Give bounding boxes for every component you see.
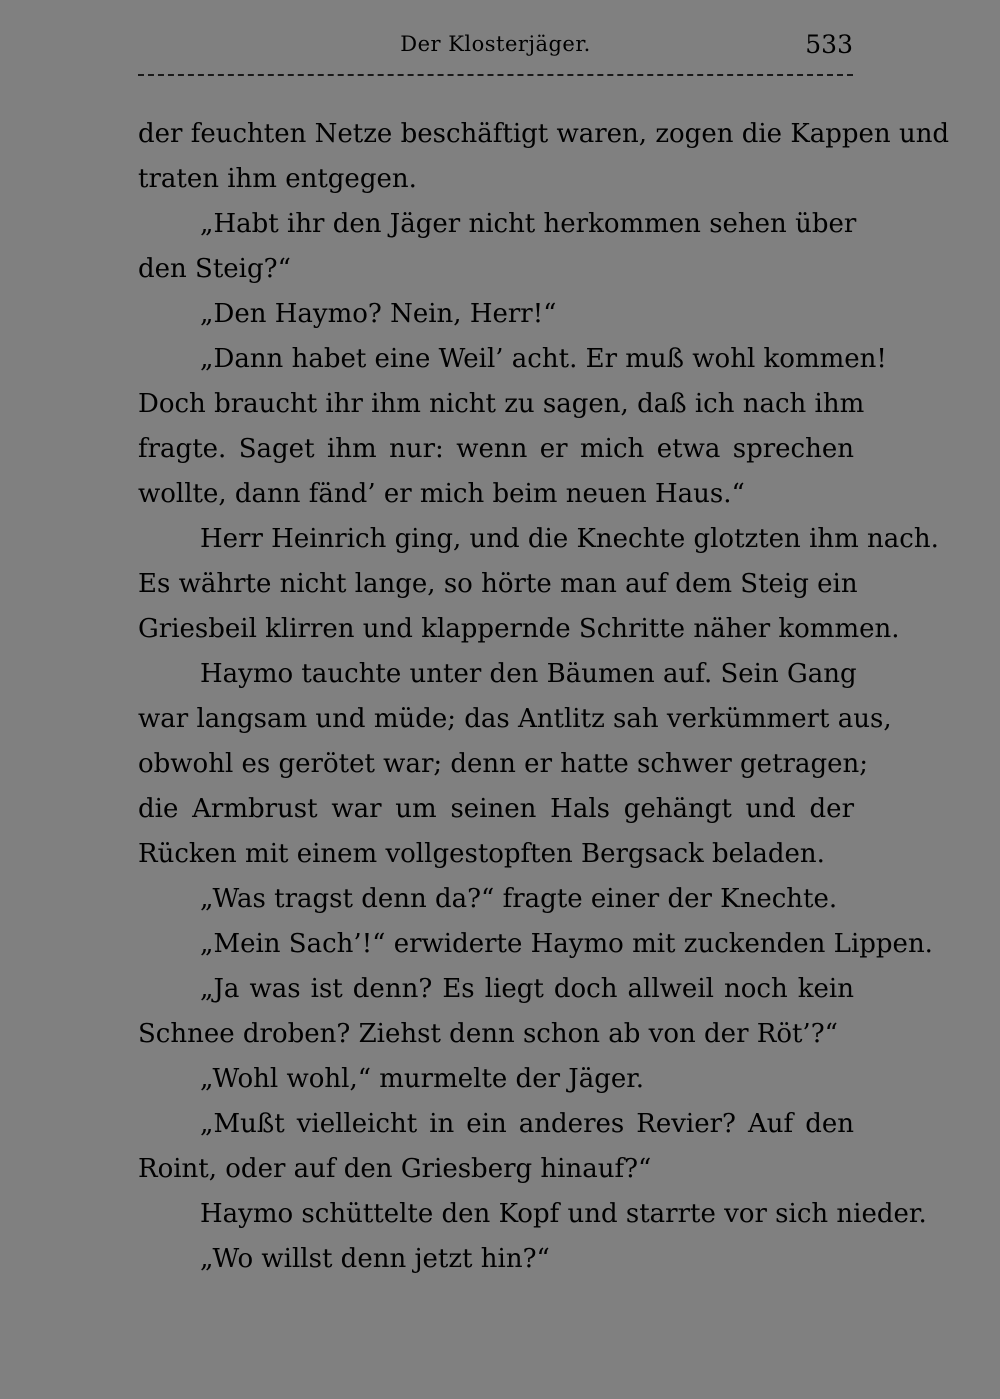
body-text — [138, 112, 950, 1282]
text-line: war langsam und müde; das Antlitz sah verkümmert aus, — [138, 704, 892, 734]
text-line: „Wohl wohl,“ murmelte der Jäger. — [200, 1064, 645, 1094]
text-line: Es währte nicht lange, so hörte man auf dem Steig ein — [138, 569, 858, 599]
text-line: Griesbeil klirren und klappernde Schritte näher kommen. — [138, 614, 900, 644]
text-line: Haymo tauchte unter den Bäumen auf. Sein Gang — [200, 659, 857, 689]
header-rule — [138, 74, 853, 76]
text-line: Doch braucht ihr ihm nicht zu sagen, daß ich nach ihm — [138, 389, 865, 419]
text-line: Schnee droben? Ziehst denn schon ab von der Röt’?“ — [138, 1019, 838, 1049]
text-line: traten ihm entgegen. — [138, 164, 417, 194]
text-line: „Wo willst denn jetzt hin?“ — [200, 1244, 550, 1274]
text-line: wollte, dann fänd’ er mich beim neuen Haus.“ — [138, 479, 745, 509]
text-line: „Habt ihr den Jäger nicht herkommen sehen über — [200, 209, 857, 239]
text-line: „Mußt vielleicht in ein anderes Revier? Auf den — [200, 1109, 854, 1139]
text-line: Rücken mit einem vollgestopften Bergsack beladen. — [138, 839, 825, 869]
text-line: „Dann habet eine Weil’ acht. Er muß wohl kommen! — [200, 344, 887, 374]
text-line: „Was tragst denn da?“ fragte einer der Knechte. — [200, 884, 838, 914]
running-title: Der Klosterjäger. — [400, 32, 591, 56]
text-line: „Ja was ist denn? Es liegt doch allweil noch kein — [200, 974, 854, 1004]
text-line: fragte. Saget ihm nur: wenn er mich etwa sprechen — [138, 434, 854, 464]
text-line: den Steig?“ — [138, 254, 291, 284]
text-line: der feuchten Netze beschäftigt waren, zogen die Kappen und — [138, 119, 950, 149]
text-line: Herr Heinrich ging, und die Knechte glotzten ihm nach. — [200, 524, 939, 554]
page-number: 533 — [805, 30, 853, 59]
text-line: „Den Haymo? Nein, Herr!“ — [200, 299, 557, 329]
text-line: obwohl es gerötet war; denn er hatte schwer getragen; — [138, 749, 868, 779]
text-line: Roint, oder auf den Griesberg hinauf?“ — [138, 1154, 652, 1184]
text-line: „Mein Sach’!“ erwiderte Haymo mit zuckenden Lippen. — [200, 929, 933, 959]
text-line: Haymo schüttelte den Kopf und starrte vor sich nieder. — [200, 1199, 927, 1229]
running-head — [138, 30, 853, 70]
text-line: die Armbrust war um seinen Hals gehängt und der — [138, 794, 854, 824]
